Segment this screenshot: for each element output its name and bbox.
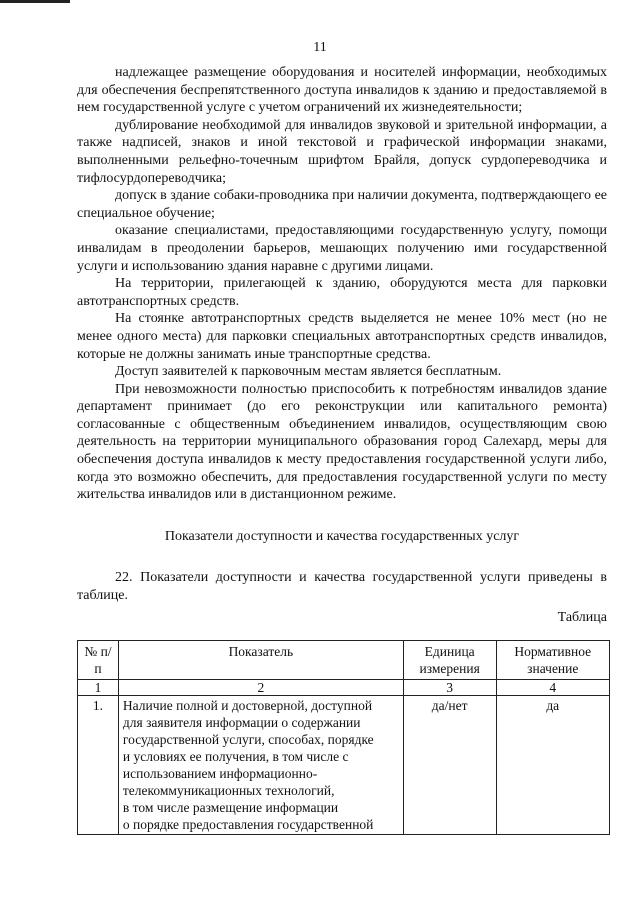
row-value: да <box>496 696 609 835</box>
table-caption: Таблица <box>557 609 607 625</box>
header-normative-value: Нормативное значение <box>496 641 609 680</box>
header-number: № п/п <box>78 641 119 680</box>
paragraph: На стоянке автотранспортных средств выделяется не менее 10% мест (но не менее одного места) для парковки специальных автотранспортных средств инвалидов, которые не должны занимать иные транспортные средства. <box>77 311 607 362</box>
scan-artifact <box>0 0 70 3</box>
indicators-table <box>77 640 610 835</box>
paragraph: При невозможности полностью приспособить к потребностям инвалидов здание департамент принимает (до его реконструкции или капитального ремонта) согласованные с общественным объединением инвалидов, осуществляющим свою деятельность на территории муниципального образования город Салехард, меры для обеспечения доступа инвалидов к месту предоставления государственной услуги либо, когда это возможно обеспечить, для предоставления государственной услуги по месту жительства инвалидов или в дистанционном режиме. <box>77 381 607 503</box>
paragraph: допуск в здание собаки-проводника при наличии документа, подтверждающего ее специальное обучение; <box>77 188 607 221</box>
header-indicator: Показатель <box>118 641 403 680</box>
page-number: 11 <box>313 40 327 55</box>
paragraph: На территории, прилегающей к зданию, оборудуются места для парковки автотранспортных средств. <box>77 276 607 309</box>
paragraph: дублирование необходимой для инвалидов звуковой и зрительной информации, а также надписей, знаков и иной текстовой и графической информации знаками, выполненными рельефно-точечным шрифтом Брайля, допуск сурдопереводчика и тифлосурдопереводчика; <box>77 117 607 186</box>
section-title: Показатели доступности и качества государственных услуг <box>164 528 520 544</box>
row-number: 1. <box>78 696 119 835</box>
column-number: 1 <box>78 680 119 696</box>
row-indicator: Наличие полной и достоверной, доступной для заявителя информации о содержании государственной услуги, способах, порядке и условиях ее получения, в том числе с использованием информационно- телекоммуникационных технологий, в том числе размещение информации о порядке предоставления государственной <box>118 696 403 835</box>
paragraph: надлежащее размещение оборудования и носителей информации, необходимых для обеспечения беспрепятственного доступа инвалидов к зданию и предоставляемой в нем государственной услуге с учетом ограничений их жизнедеятельности; <box>77 65 607 116</box>
table-row <box>78 696 610 835</box>
column-number: 3 <box>403 680 496 696</box>
paragraph: Доступ заявителей к парковочным местам является бесплатным. <box>115 364 502 380</box>
header-unit: Единица измерения <box>403 641 496 680</box>
column-numbers-row <box>78 680 610 696</box>
row-unit: да/нет <box>403 696 496 835</box>
table-header-row <box>78 641 610 680</box>
paragraph: оказание специалистами, предоставляющими государственную услугу, помощи инвалидам в преодолении барьеров, мешающих получению ими государственной услуги и использованию здания наравне с другими лицами. <box>77 223 607 274</box>
column-number: 2 <box>118 680 403 696</box>
column-number: 4 <box>496 680 609 696</box>
document-body <box>77 64 607 835</box>
clause-22: 22. Показатели доступности и качества государственной услуги приведены в таблице. <box>77 570 607 604</box>
